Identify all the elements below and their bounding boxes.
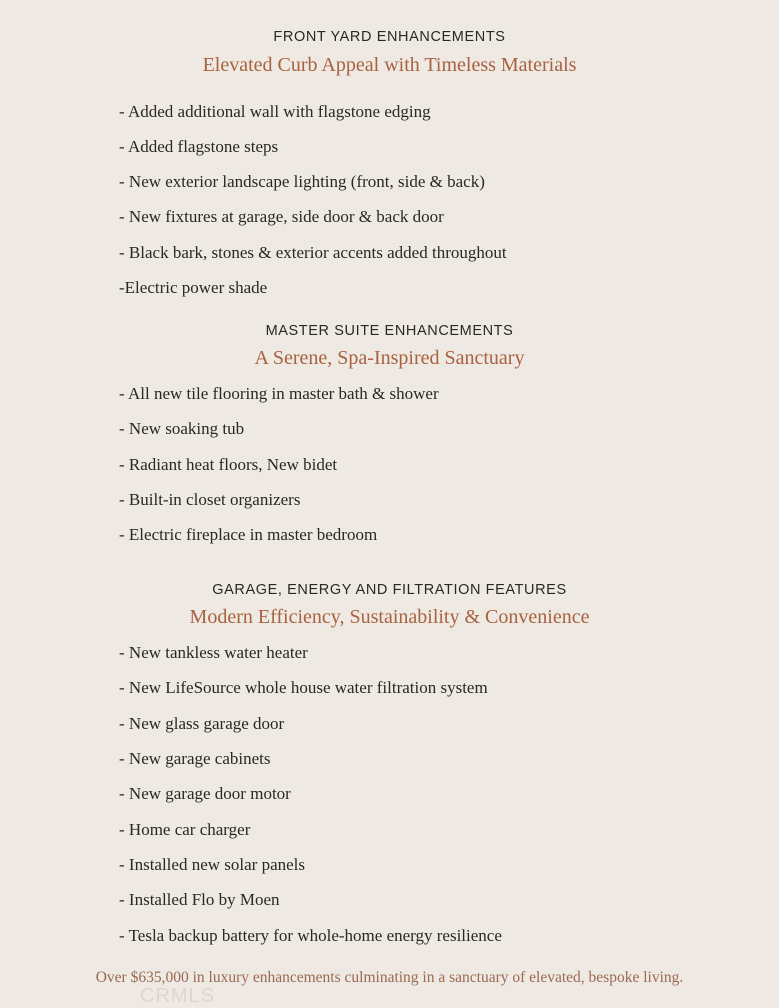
section-subheading-master-suite: A Serene, Spa-Inspired Sanctuary <box>254 347 525 369</box>
list-item: -Electric power shade <box>119 278 268 297</box>
list-item: - Electric fireplace in master bedroom <box>119 525 378 544</box>
list-item: - Black bark, stones & exterior accents added throughout <box>119 243 507 262</box>
list-item: - New garage cabinets <box>119 749 271 768</box>
list-item: - All new tile flooring in master bath & shower <box>119 384 439 403</box>
list-item: - New fixtures at garage, side door & back door <box>119 207 444 226</box>
list-item: - Installed Flo by Moen <box>119 890 280 909</box>
list-item: - Home car charger <box>119 820 251 839</box>
watermark: CRMLS <box>140 985 216 1007</box>
list-item: - Built-in closet organizers <box>119 490 301 509</box>
list-item: - New glass garage door <box>119 714 285 733</box>
list-item: - New garage door motor <box>119 784 291 803</box>
section-subheading-front-yard: Elevated Curb Appeal with Timeless Materials <box>202 54 577 76</box>
section-heading-front-yard: FRONT YARD ENHANCEMENTS <box>273 29 506 45</box>
section-subheading-garage-energy: Modern Efficiency, Sustainability & Convenience <box>189 606 590 628</box>
list-item: - Added flagstone steps <box>119 137 279 156</box>
section-heading-master-suite: MASTER SUITE ENHANCEMENTS <box>265 323 514 339</box>
footer-tagline: Over $635,000 in luxury enhancements culminating in a sanctuary of elevated, bespoke living. <box>95 969 684 986</box>
list-item: - New tankless water heater <box>119 643 308 662</box>
list-item: - Tesla backup battery for whole-home energy resilience <box>119 926 502 945</box>
list-item: - Installed new solar panels <box>119 855 305 874</box>
list-item: - New LifeSource whole house water filtration system <box>119 678 488 697</box>
list-item: - New soaking tub <box>119 419 245 438</box>
list-item: - New exterior landscape lighting (front, side & back) <box>119 172 485 191</box>
section-heading-garage-energy: GARAGE, ENERGY AND FILTRATION FEATURES <box>212 582 567 598</box>
list-item: - Added additional wall with flagstone edging <box>119 102 431 121</box>
list-item: - Radiant heat floors, New bidet <box>119 455 338 474</box>
